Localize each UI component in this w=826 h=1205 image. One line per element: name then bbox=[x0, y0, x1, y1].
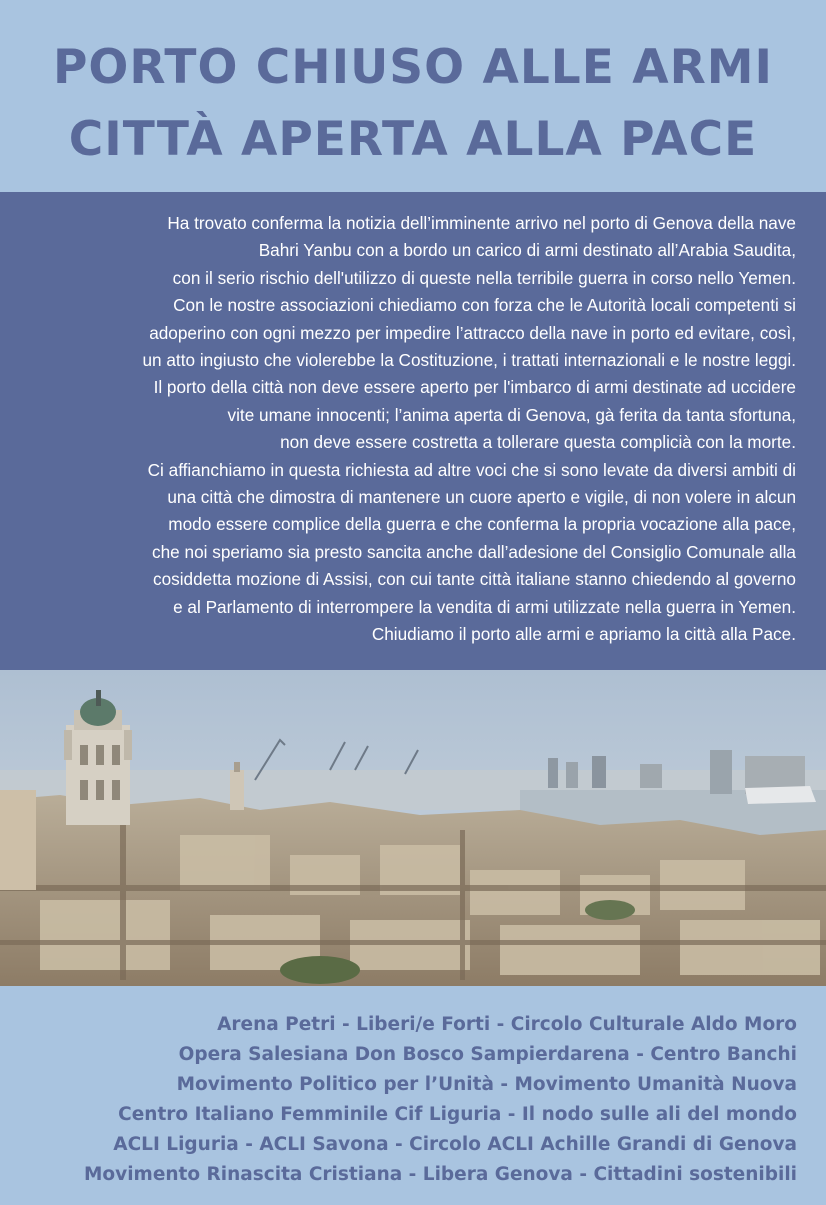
statement-text bbox=[20, 210, 796, 649]
associations-band bbox=[0, 986, 826, 1205]
association-line: Centro Italiano Femminile Cif Liguria - Il nodo sulle ali del mondo bbox=[118, 1104, 797, 1125]
statement-line: che noi speriamo sia presto sancita anche dall’adesione del Consiglio Comunale alla bbox=[152, 541, 796, 562]
header-band bbox=[0, 0, 826, 192]
statement-line: vite umane innocenti; l’anima aperta di Genova, gà ferita da tanta sfortuna, bbox=[227, 404, 796, 425]
statement-line: Con le nostre associazioni chiediamo con forza che le Autorità locali competenti si bbox=[173, 295, 796, 316]
page-title-line-1: PORTO CHIUSO ALLE ARMI bbox=[52, 40, 774, 95]
association-line: Opera Salesiana Don Bosco Sampierdarena - Centro Banchi bbox=[178, 1044, 797, 1065]
statement-line: cosiddetta mozione di Assisi, con cui tante città italiane stanno chiedendo al governo bbox=[152, 569, 796, 590]
associations-list bbox=[84, 1010, 797, 1190]
association-line: Arena Petri - Liberi/e Forti - Circolo Culturale Aldo Moro bbox=[217, 1014, 797, 1035]
statement-line: modo essere complice della guerra e che conferma la propria vocazione alla pace, bbox=[168, 514, 796, 535]
statement-line: adoperino con ogni mezzo per impedire l’attracco della nave in porto ed evitare, così, bbox=[149, 322, 796, 343]
association-line: ACLI Liguria - ACLI Savona - Circolo ACLI Achille Grandi di Genova bbox=[113, 1134, 797, 1155]
association-line: Movimento Rinascita Cristiana - Libera Genova - Cittadini sostenibili bbox=[84, 1164, 797, 1185]
statement-line: e al Parlamento di interrompere la vendita di armi utilizzate nella guerra in Yemen. bbox=[173, 596, 796, 617]
statement-line: Ha trovato conferma la notizia dell’imminente arrivo nel porto di Genova della nave bbox=[167, 213, 796, 233]
statement-line: Bahri Yanbu con a bordo un carico di armi destinato all’Arabia Saudita, bbox=[258, 240, 796, 261]
statement-line: Ci affianchiamo in questa richiesta ad altre voci che si sono levate da diversi ambiti di bbox=[147, 459, 796, 480]
statement-line: non deve essere costretta a tollerare questa complicià con la morte. bbox=[280, 432, 796, 453]
genoa-city-photo bbox=[0, 670, 826, 986]
page-title-line-2: CITTÀ APERTA ALLA PACE bbox=[68, 112, 758, 167]
statement-line: un atto ingiusto che violerebbe la Costituzione, i trattati internazionali e le nostre leggi. bbox=[142, 350, 796, 371]
statement-line: Il porto della città non deve essere aperto per l'imbarco di armi destinate ad uccidere bbox=[153, 377, 796, 398]
statement-line: una città che dimostra di mantenere un cuore aperto e vigile, di non volere in alcun bbox=[167, 487, 796, 508]
statement-panel bbox=[0, 192, 826, 670]
statement-line: con il serio rischio dell'utilizzo di queste nella terribile guerra in corso nello Yemen. bbox=[172, 267, 796, 288]
association-line: Movimento Politico per l’Unità - Movimento Umanità Nuova bbox=[176, 1074, 797, 1095]
statement-line: Chiudiamo il porto alle armi e apriamo la città alla Pace. bbox=[371, 624, 796, 645]
